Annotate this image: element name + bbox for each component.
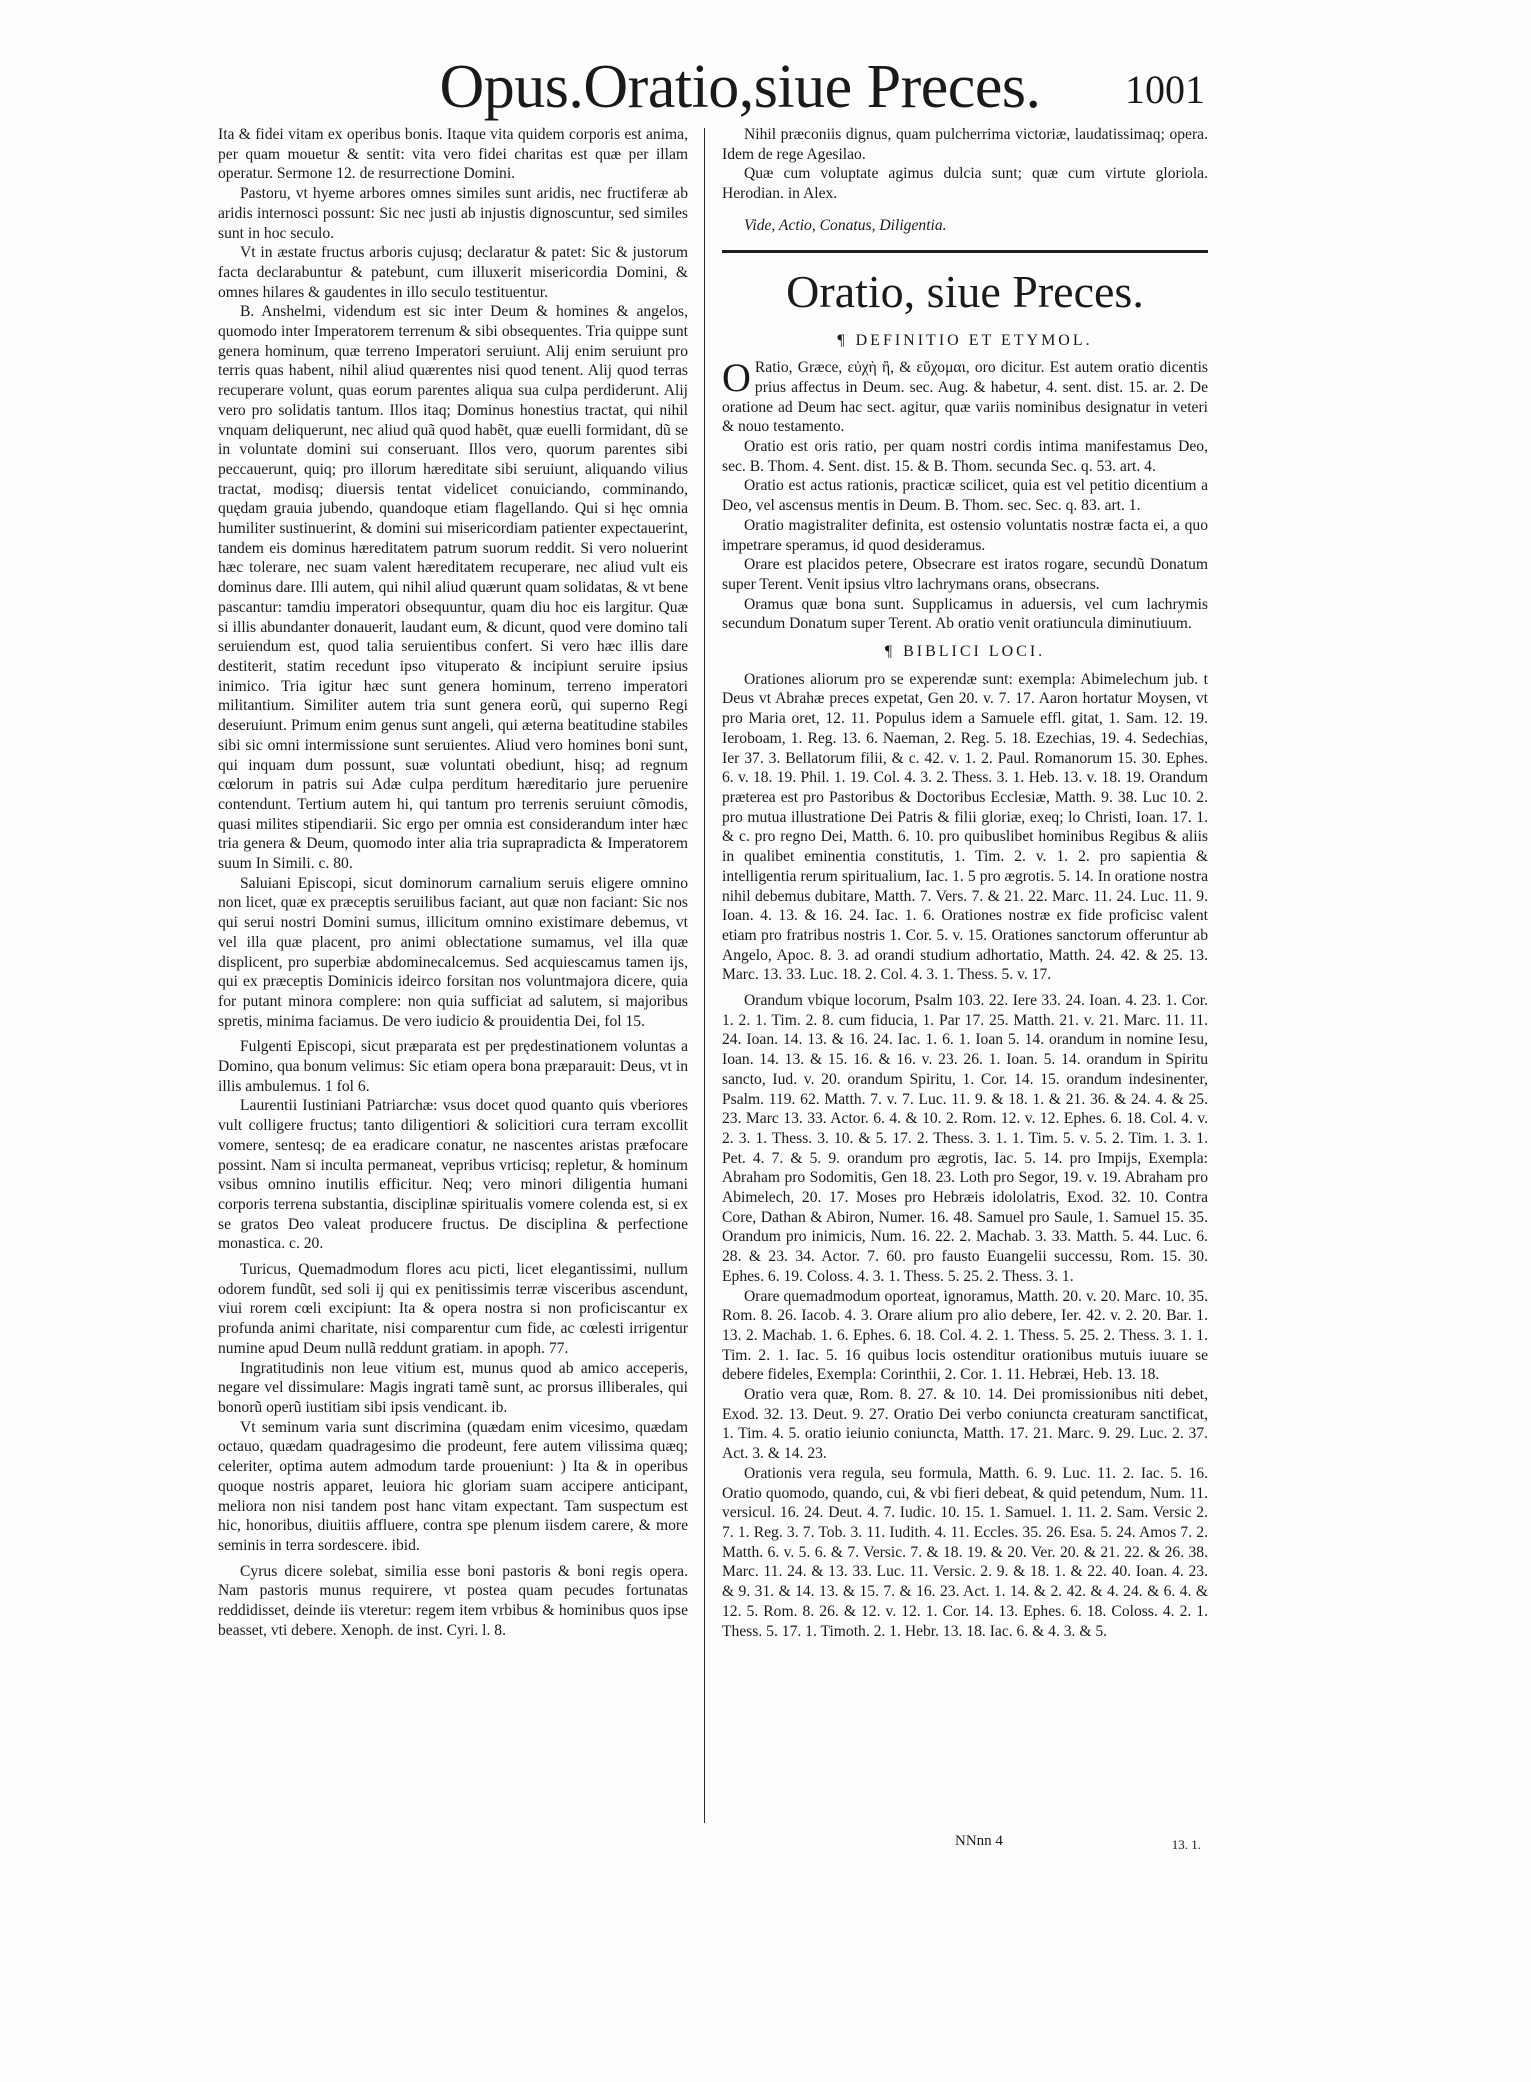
biblical-heading-text: BIBLICI LOCI. (903, 643, 1046, 661)
definition-paragraph: Orare est placidos petere, Obsecrare est iratos rogare, secundũ Donatum super Terent. Venit ipsius vltro lachrymans orans, obsecrans. (722, 556, 1208, 593)
definition-paragraph: Oratio magistraliter definita, est ostensio voluntatis nostræ facta ei, a quo impetrare speramus, id quod desideramus. (722, 516, 1208, 554)
left-paragraph: B. Anshelmi, videndum est sic inter Deum & homines & angelos, quomodo inter Imperatorem terrenum & sibi obsequentes. Tria quippe sunt genera hominum, quæ terreno Imperatori seruiunt. Alij enim seruiunt pro terris quas habent, nihil aliud quærentes nisi quod tenent. Alij quod terras recuperare volunt, quas eorum parentes aliqua sua culpa perdiderunt. Alij vero pro solidatis tantum. Illos itaq; Dominus honestius tractat, qui nihil vnquam deliquerunt, nec aliud quã quod habẽt, quæ euelli formidant, dũ se in voluntate domini sui conseruant. Illos vero, quorum parentes sibi peccauerunt, quiq; pro illorum hæreditate sibi seruiunt, aliquando vilius tractat, modisq; diuersis tentat videlicet conuiciando, comminando, quędam grauia jubendo, quandoque etiam flagellando. Qui si hęc omnia humiliter sustinuerint, & domini sui misericordiam patienter expectauerint, tandem eis dominus hæreditatem patrum suorum reddit. Si vero noluerint hæc tolerare, nec suam valent hæreditatem recuperare, nec aliud vult eis dominus dare. Illi autem, qui nihil aliud quærunt quam solidatas, & vt bene pascantur: tamdiu imperatori obsequuntur, quam diu hoc eis largitur. Quæ si illis abundanter donauerit, laudant eum, & dicunt, quod vere domino tali seruiendum est, quod talia seruientibus confert. Si vero hæc illis dare destiterit, statim recedunt ipso vituperato & incipiunt seruire ipsius inimico. Tria igitur hæc sunt genera hominum, terreno imperatori militantium. Similiter autem tria sunt genera eorũ, qui superno Regi deseruiunt. Primum enim genus sunt angeli, qui æterna beatitudine stabiles sibi sic omni intermissione sunt seruientes. Aliud vero homines boni sunt, qui inquam dum possunt, suæ voluntati obediunt, hisq; ad regnum cœlorum in patris sui Adæ culpa perditum hæreditario jure peruenire contendunt. Tertium autem hi, qui tantum pro terrenis seruiunt cõmodis, quasi milites stipendiarii. Sic ergo per omnia est considerandum inter hæc tria genera & Deum, quomodo inter alia tria suprapradicta & Imperatorem suum In Simili. c. 80. (218, 303, 688, 873)
definition-heading-text: DEFINITIO ET ETYMOL. (855, 331, 1093, 349)
biblical-paragraph: Orationis vera regula, seu formula, Matth. 6. 9. Luc. 11. 2. Iac. 5. 16. Oratio quomodo, quando, cui, & vbi fieri debeat, & quid petendum, Num. 11. versicul. 16. 24. Deut. 4. 7. Iudic. 10. 15. 1. Samuel. 1. 11. 2. Sam. Versic 2. 7. 1. Reg. 3. 7. Tob. 3. 11. Iudith. 4. 11. Eccles. 35. 26. Esa. 5. 24. Amos 7. 2. Matth. 6. v. 5. 6. & 7. Versic. 7. & 18. 19. & 20. Ver. 20. & 21. 22. & 26. 38. Marc. 11. 24. & 13. 33. Luc. 11. Versic. 2. 9. & 18. 1. & 22. 40. Ioan. 4. 23. & 9. 31. & 14. 13. & 15. 7. & 16. 23. Act. 1. 14. & 2. 42. & 4. 24. & 6. 4. & 12. 5. Rom. 8. 26. & 12. v. 12. 1. Cor. 14. 13. Ephes. 6. 18. Coloss. 4. 2. 1. Thess. 5. 17. 1. Timoth. 2. 1. Hebr. 13. 18. Iac. 6. & 4. 3. & 5. (722, 1464, 1208, 1640)
left-paragraph: Ita & fidei vitam ex operibus bonis. Itaque vita quidem corporis est anima, per quam mouetur & sentit: vita vero fidei charitas est quæ per illam operatur. Sermone 12. de resurrectione Domini. (218, 126, 688, 183)
drop-cap: O (722, 355, 751, 401)
pilcrow-icon: ¶ (884, 643, 896, 661)
pilcrow-icon: ¶ (837, 331, 848, 349)
definition-paragraph: Oramus quæ bona sunt. Supplicamus in aduersis, vel cum lachrymis secundum Donatum super Terent. Ab oratio venit oratiuncula diminutiuum. (722, 595, 1208, 633)
right-paragraph: Quæ cum voluptate agimus dulcia sunt; quæ cum virtute gloriola. Herodian. in Alex. (722, 165, 1208, 203)
left-paragraph: Cyrus dicere solebat, similia esse boni pastoris & boni regis opera. Nam pastoris munus requirere, vt postea quam pecudes fortunatas reddidisset, deinde iis vteretur: regem item vrbibus & hominibus quos ipse beasset, vti debere. Xenoph. de inst. Cyri. l. 8. (218, 1562, 688, 1639)
right-paragraph: Nihil præconiis dignus, quam pulcherrima victoriæ, laudatissimaq; opera. Idem de rege Agesilao. (722, 126, 1208, 163)
definition-paragraph: Oratio est actus rationis, practicæ scilicet, quia est vel petitio dicentium a Deo, vel ascensus mentis in Deum. B. Thom. sec. Sec. q. 83. art. 1. (722, 477, 1208, 515)
biblical-paragraph: Oratio vera quæ, Rom. 8. 27. & 10. 14. Dei promissionibus niti debet, Exod. 32. 13. Deut. 9. 27. Oratio Dei verbo coniuncta creaturam sanctificat, 1. Tim. 4. 5. oratio ieiunio coniuncta, Matth. 17. 21. Marc. 9. 29. Luc. 2. 37. Act. 3. & 14. 23. (722, 1386, 1208, 1463)
page-number: 1001 (1125, 67, 1205, 112)
left-paragraph: Vt seminum varia sunt discrimina (quædam enim vicesimo, quædam octauo, quædam quadragesimo die prodeunt, fere autem vilissima quæq; celeriter, optima autem admodum tarde proueniunt: ) Ita & in operibus quoque nostris apparet, leuiora hic gloriam suam accipere anticipant, meliora non nisi tandem post hanc vitam expectant. Tam suspectum est hic, honoribus, diuitiis affluere, contra spe plenum iisdem carere, & more seminis in terra sordescere. ibid. (218, 1418, 688, 1554)
definition-heading (722, 331, 1208, 351)
section-title: Oratio, siue Preces. (786, 265, 1144, 317)
see-also-note: Vide, Actio, Conatus, Diligentia. (744, 216, 947, 234)
definition-paragraph: Oratio est oris ratio, per quam nostri cordis intima manifestamus Deo, sec. B. Thom. 4. Sent. dist. 15. & B. Thom. secunda Sec. q. 53. art. 4. (722, 438, 1208, 475)
left-column (218, 125, 688, 1640)
column-divider (704, 128, 705, 1823)
left-paragraph: Turicus, Quemadmodum flores acu picti, licet elegantissimi, nullum odorem fundũt, sed soli ij qui ex penitissimis terræ visceribus ascendunt, viui rorem cœli excipiunt: Ita & opera nostra si non proficiscantur ex profunda animi charitate, nisi comparentur cum fide, ac cœlesti irrigentur numine apud Deum nullã reddunt gratiam. in apoph. 77. (218, 1261, 688, 1357)
left-paragraph: Fulgenti Episcopi, sicut præparata est per prędestinationem voluntas a Domino, qua bonum velimus: Sic etiam opera bona præparauit: Deus, vt in illis ambulemus. 1 fol 6. (218, 1038, 688, 1095)
definition-first-paragraph (722, 355, 1208, 437)
catchword: NNnn 4 (955, 1833, 1003, 1849)
left-paragraph: Ingratitudinis non leue vitium est, munus quod ab amico acceperis, negare vel dissimulare: Magis ingrati tamẽ sunt, ac prorsus illiberales, qui bonorũ operũ iustitiam sibi ipsis vendicant. ib. (218, 1359, 688, 1416)
left-paragraph: Pastoru, vt hyeme arbores omnes similes sunt aridis, nec fructiferæ ab aridis internosci possunt: Sic nec justi ab injustis dignoscuntur, sed similes sunt in hoc seculo. (218, 185, 688, 242)
right-column (722, 125, 1208, 1641)
biblical-heading (722, 642, 1208, 662)
definition-first-text: Ratio, Græce, εὐχὴ ἢ, & εὔχομαι, oro dicitur. Est autem oratio dicentis prius affectus in Deum. sec. Aug. & habetur, 4. sent. dist. 15. ar. 2. De oratione ad Deum hac sect. agitur, quæ variis nominibus designatur in veteri & nouo testamento. (722, 359, 1208, 436)
biblical-paragraph: Orare quemadmodum oporteat, ignoramus, Matth. 20. v. 20. Marc. 10. 35. Rom. 8. 26. Iacob. 4. 3. Orare alium pro alio debere, Ier. 42. v. 2. 20. Bar. 1. 13. 2. Machab. 1. 6. Ephes. 6. 18. Col. 4. 2. 1. Thess. 5. 25. 2. Thess. 3. 1. 1. Tim. 2. 1. Iac. 5. 16 quibus locis ostenditur orationibus mutuis iuuare se debere fideles, Exempla: Corinthii, 2. Cor. 1. 11. Hebræi, Heb. 13. 18. (722, 1287, 1208, 1384)
biblical-paragraph: Orandum vbique locorum, Psalm 103. 22. Iere 33. 24. Ioan. 4. 23. 1. Cor. 1. 2. 1. Tim. 2. 8. cum fiducia, 1. Par 17. 25. Matth. 21. v. 21. Marc. 11. 11. 24. Ioan. 14. 13. & 16. 24. Iac. 1. 6. 1. Ioan 5. 14. orandum in nomine Iesu, Ioan. 14. 13. & 15. 16. & 16. v. 23. 26. 1. Ioan. 5. 14. orandum in Spiritu sancto, Iud. v. 20. orandum Spiritu, 1. Cor. 14. 15. orandum indesinenter, Psalm. 119. 62. Matth. 7. v. 7. Luc. 11. 9. & 18. 1. & 21. 36. & 24. 4. & 25. 23. Marc 13. 33. Actor. 6. 4. & 10. 2. Rom. 12. v. 12. Ephes. 6. 18. Col. 4. v. 2. 3. 1. Thess. 3. 10. & 5. 17. 2. Thess. 3. 1. 1. Tim. 5. v. 5. 2. Tim. 1. 3. 1. Pet. 4. 7. & 5. 9. orandum pro ægrotis, Iac. 5. 14. pro Impijs, Exempla: Abraham pro Sodomitis, Gen 18. 23. Loth pro Segor, 19. v. 19. Abraham pro Abimelech, 20. 17. Moses pro Hebræis idololatris, Exod. 32. 10. Contra Core, Dathan & Abiron, Numer. 16. 48. Samuel pro Saule, 1. Samuel 15. 35. Orandum pro inimicis, Num. 16. 22. 2. Machab. 3. 33. Matth. 5. 44. Luc. 6. 28. & 23. 34. Actor. 7. 60. pro fausto Euangelii successu, Rom. 15. 30. Ephes. 6. 19. Coloss. 4. 3. 1. Thess. 5. 25. 2. Thess. 3. 1. (722, 992, 1208, 1285)
section-rule (722, 250, 1208, 253)
biblical-paragraph: Orationes aliorum pro se experendæ sunt: exempla: Abimelechum jub. t Deus vt Abrahæ preces expetat, Gen 20. v. 7. 17. Aaron hortatur Moysen, vt pro Maria oret, 12. 11. Populus idem a Samuele effl. gitat, 1. Sam. 12. 19. Ieroboam, 1. Reg. 13. 6. Naeman, 2. Reg. 5. 18. Ezechias, 19. 4. Sedechias, Ier 37. 3. Bellatorum filii, & c. 42. v. 1. 2. Paul. Romanorum 15. 30. Ephes. 6. v. 18. 19. Phil. 1. 19. Col. 4. 3. 2. Thess. 3. 1. Heb. 13. v. 18. 19. Orandum præterea est pro Pastoribus & Doctoribus Ecclesiæ, Matth. 9. 38. Luc 10. 2. pro mutua illustratione Dei Patris & filii gloriæ, exeq; lo Christi, Ioan. 17. 1. & c. pro regno Dei, Matth. 6. 10. pro quibuslibet hominibus Regibus & aliis in qualibet eminentia constitutis, 1. Tim. 2. v. 1. 2. pro sapientia & intelligentia rerum spiritualium, Iac. 1. 5 pro ægrotis. 5. 14. In oratione nostra nihil debemus dubitare, Matth. 7. Vers. 7. & 21. 22. Marc. 11. 24. Luc. 11. 9. Ioan. 4. 13. & 16. 24. Iac. 1. 6. Orationes nostræ ex fide proficisc valent etiam pro fratribus nostris 1. Cor. 5. v. 15. Orationes sanctorum offeruntur ab Angelo, Apoc. 8. 3. ad orandi studium adhortatio, Matth. 24. 42. & 25. 13. Marc. 13. 33. Luc. 18. 2. Col. 4. 3. 1. Thess. 5. v. 17. (722, 670, 1208, 984)
left-paragraph: Vt in æstate fructus arboris cujusq; declaratur & patet: Sic & justorum facta declarabuntur & patebunt, cum illuxerit misericordia Domini, & omnes hilares & gaudentes in illo seculo testituentur. (218, 244, 688, 301)
running-title: Opus.Oratio,siue Preces. (439, 53, 1041, 121)
line-end-reference: 13. 1. (1171, 1837, 1201, 1852)
left-paragraph: Laurentii Iustiniani Patriarchæ: vsus docet quod quanto quis vberiores vult colligere fructus; tanto diligentiori & solicitiori cura terram excollit vomere, sentesq; de ea eradicare conatur, ne nascentes aristas præfocare possint. Nam si inculta permaneat, vepribus vrticisq; repletur, & hominum vsibus omnino inutilis efficitur. Neq; vero minori diligentia humani corporis terrena substantia, disciplinæ spiritualis vomere colenda est, si ex se gratos Deo valeat producere fructus. De disciplina & perfectione monastica. c. 20. (218, 1097, 688, 1253)
left-paragraph: Saluiani Episcopi, sicut dominorum carnalium seruis eligere omnino non licet, quæ ex præceptis seruilibus faciant, aut quæ non faciant: Sic nos qui serui nostri Domini sumus, illicitum omnino existimare debemus, vt vel illa quæ placent, pro animi oblectatione sumamus, vel illa quæ displicent, pro superbiæ abdominecalcemus. Sed acquiescamus tamen ijs, qui ex præceptis Dominicis ideirco forsitan nos voluntmajora dicere, quia for putant minora complere: non quia sufficiat ad salutem, si majoribus spretis, minima faciamus. De vero iudicio & prouidentia Dei, fol 15. (218, 874, 688, 1030)
